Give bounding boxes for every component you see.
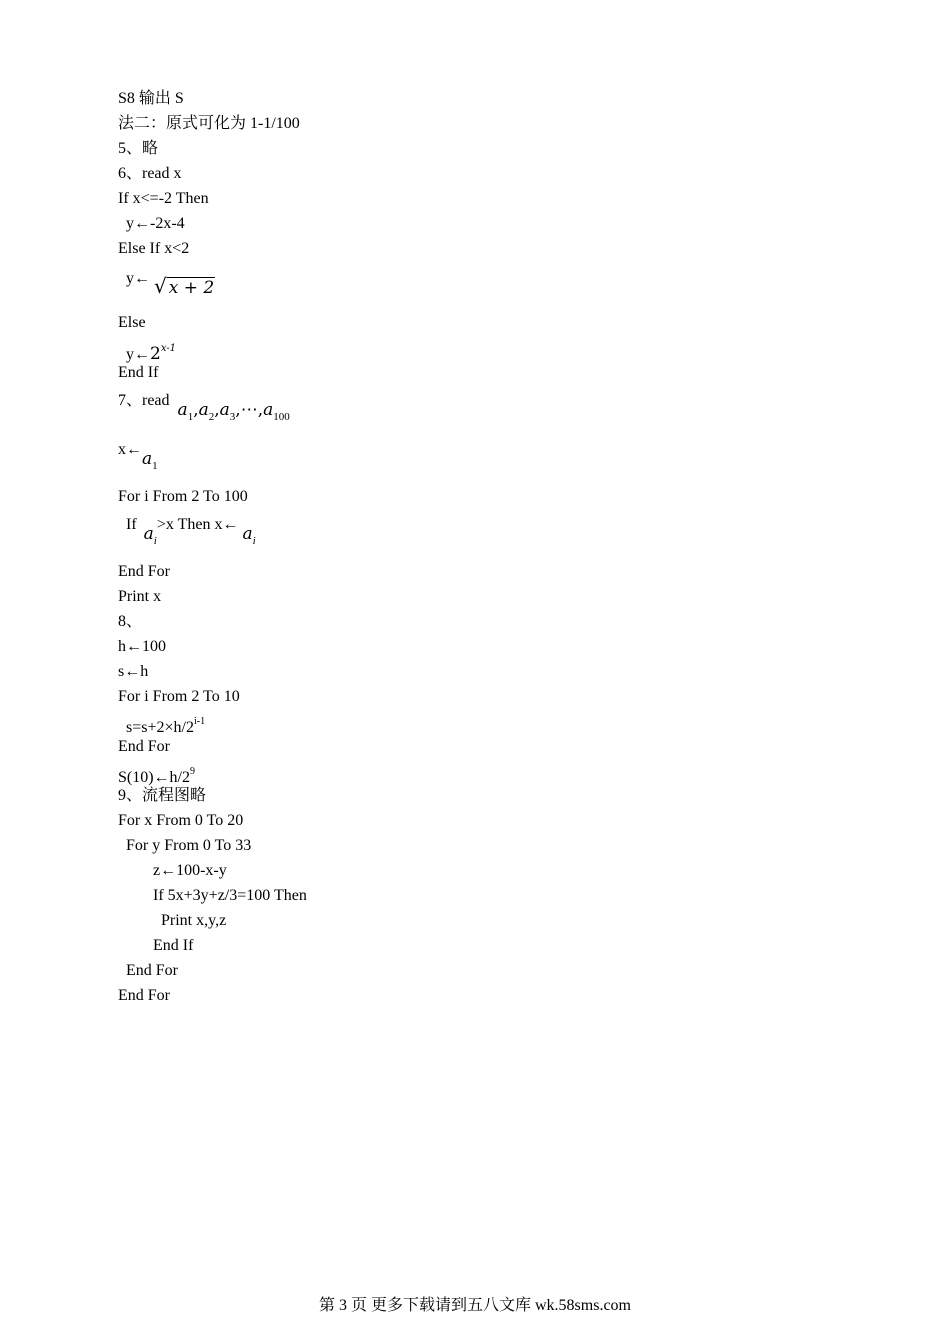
if-keyword: If [126,516,137,533]
code-line: Else If x<2 [118,240,190,257]
code-line: End For [118,738,170,755]
text-line: 9、流程图略 [118,787,207,804]
expression-exponent: 9 [190,766,195,777]
seq-sub: 100 [273,411,290,423]
seq-comma: , [257,400,264,420]
code-line: End For [126,962,178,979]
code-line-sqrt [126,266,215,298]
code-line: For i From 2 To 100 [118,488,248,505]
power-base: 2 [150,344,161,364]
seq-var: a [198,400,209,420]
code-line: Print x [118,588,162,605]
text-line: 6、read x [118,165,182,182]
code-line: End If [153,937,194,954]
text-line: 5、略 [118,140,159,157]
seq-var: a [263,400,274,420]
text-line: S8 输出 S [118,90,184,107]
code-line-assign [118,439,158,472]
text-line: 法二：原式可化为 1-1/100 [118,115,300,132]
seq-comma: , [235,400,241,420]
code-line: For y From 0 To 33 [126,837,252,854]
assign-prefix: x← [118,441,142,458]
power-exponent: x-1 [160,343,177,354]
code-line: y←-2x-4 [126,215,185,232]
code-line-if [126,514,256,547]
code-line: z←100-x-y [153,862,227,879]
read-prefix: 7、read [118,392,170,409]
var-name: a [242,524,253,544]
code-line: If x<=-2 Then [118,190,209,207]
seq-sub: 1 [187,411,194,423]
seq-sub: 2 [208,411,215,423]
subscript-var [142,449,158,472]
code-line-power [126,712,205,738]
code-line: End If [118,364,159,381]
code-line: Print x,y,z [161,912,227,929]
var-sub: i [252,535,256,547]
if-condition-text: >x Then x← [156,516,239,533]
code-line: For i From 2 To 10 [118,688,240,705]
code-line-power [126,339,176,365]
code-line: If 5x+3y+z/3=100 Then [153,887,307,904]
sqrt-expression [154,276,215,299]
radicand: x + 2 [168,278,215,298]
code-line: Else [118,314,146,331]
code-line: End For [118,563,170,580]
var-name: a [142,449,153,469]
seq-dots: ⋯ [240,400,258,420]
var-sub: i [153,535,157,547]
seq-sub: 3 [229,411,236,423]
radical-sign: √ [154,274,167,298]
var-sub: 1 [152,460,158,472]
seq-var: a [177,400,188,420]
assign-prefix: y← [126,346,150,363]
subscript-var [143,524,157,547]
var-name: a [143,524,154,544]
expression-exponent: i-1 [193,716,206,727]
sequence-expression [177,400,290,423]
page-footer: 第 3 页 更多下载请到五八文库 wk.58sms.com [318,1297,631,1314]
code-line-read-seq [118,390,290,423]
code-line-power [118,762,195,788]
expression-text: s=s+2×h/2 [126,719,194,736]
seq-var: a [219,400,230,420]
subscript-var [242,524,256,547]
assign-prefix: y← [126,270,150,287]
code-line: End For [118,987,170,1004]
text-line: 8、 [118,613,143,630]
code-line: h←100 [118,638,166,655]
seq-comma: , [193,400,199,420]
code-line: s←h [118,663,149,680]
seq-comma: , [214,400,220,420]
code-line: For x From 0 To 20 [118,812,244,829]
expression-text: S(10)←h/2 [118,769,190,786]
